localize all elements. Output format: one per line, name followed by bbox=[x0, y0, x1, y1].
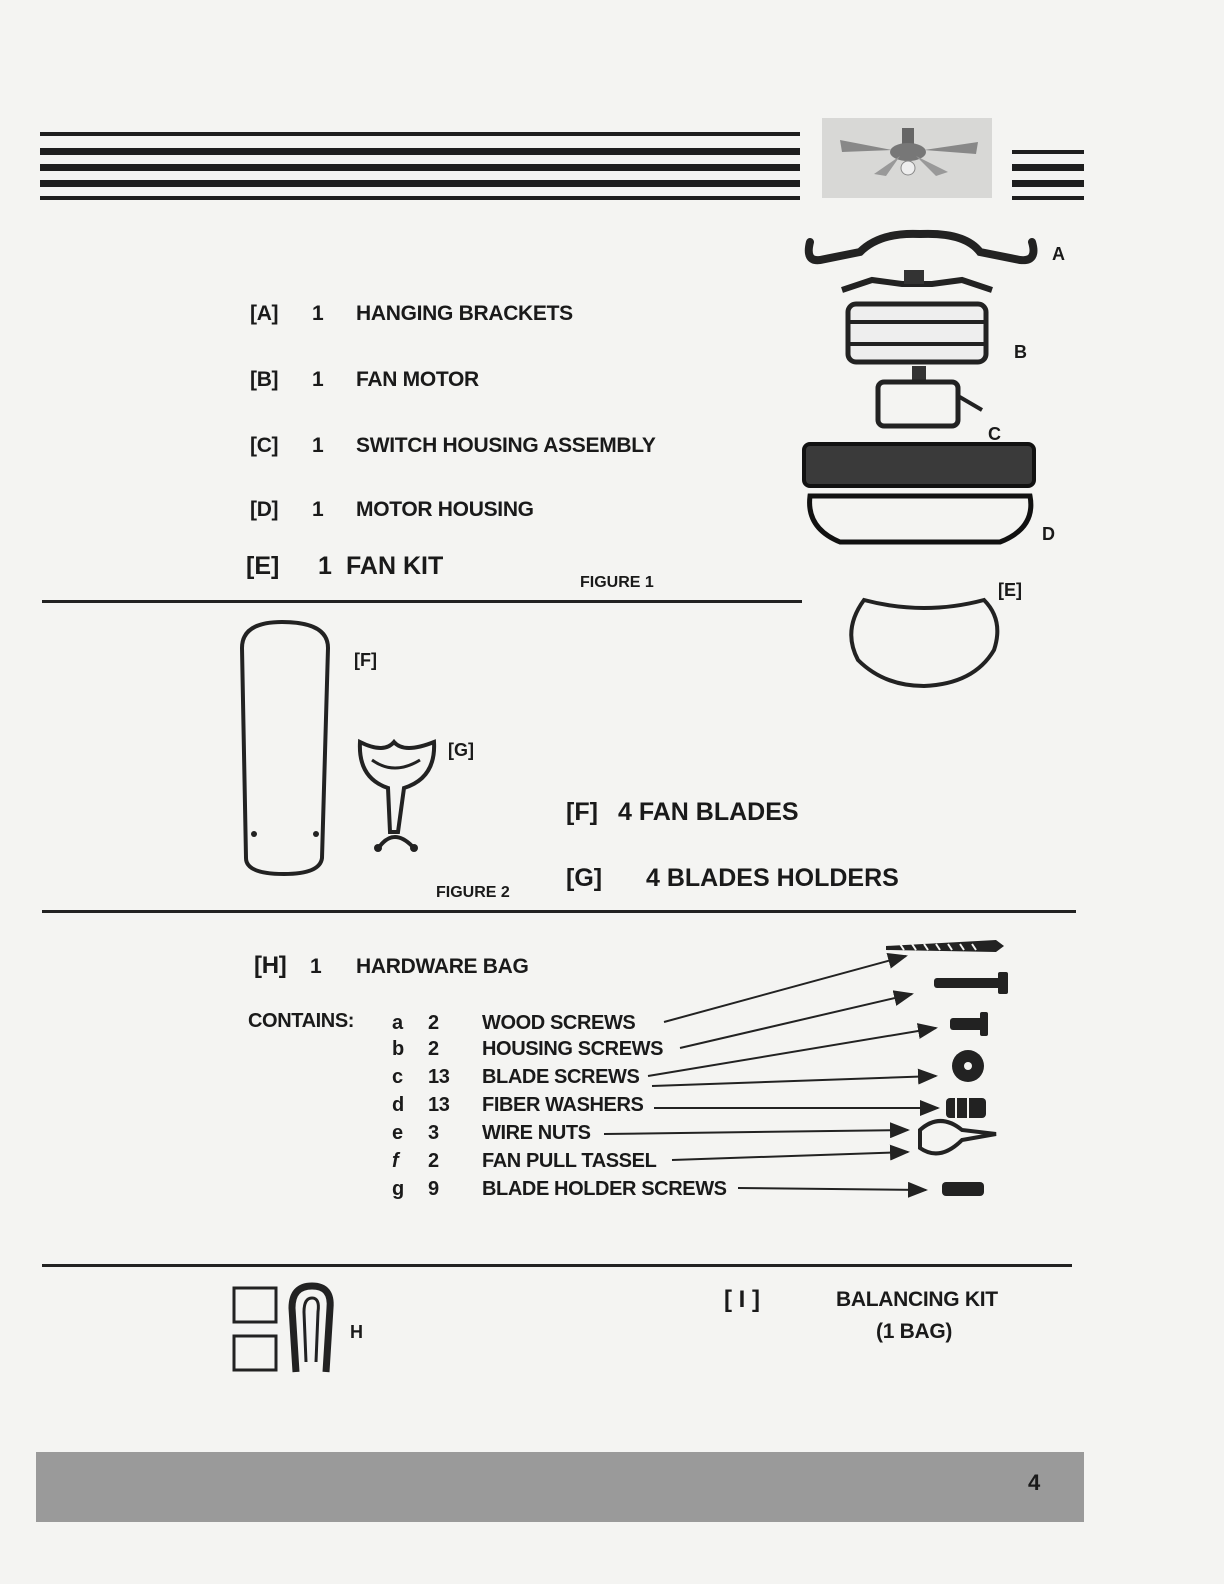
part-qty: 1 bbox=[312, 302, 324, 325]
part-name: 4 FAN BLADES bbox=[618, 798, 799, 826]
item-name: FIBER WASHERS bbox=[482, 1094, 644, 1116]
blade-holder-screw-icon bbox=[942, 1182, 984, 1196]
figure2-caption: FIGURE 2 bbox=[436, 884, 510, 901]
item-qty: 3 bbox=[428, 1122, 439, 1144]
wire-nut-icon bbox=[946, 1098, 986, 1118]
part-code: [E] bbox=[246, 552, 280, 580]
item-name: BLADE SCREWS bbox=[482, 1066, 640, 1088]
part-qty: 1 bbox=[312, 498, 324, 521]
part-qty: 1 bbox=[310, 955, 322, 978]
part-code: [G] bbox=[566, 864, 603, 892]
figure1-letter-a: A bbox=[1052, 244, 1065, 264]
item-letter: d bbox=[392, 1094, 404, 1116]
part-code: [H] bbox=[254, 952, 287, 979]
figure1-caption: FIGURE 1 bbox=[580, 574, 654, 591]
part-name: FAN KIT bbox=[346, 552, 444, 580]
balancing-code: [ I ] bbox=[724, 1286, 760, 1313]
item-letter: a bbox=[392, 1012, 403, 1034]
item-letter: b bbox=[392, 1038, 404, 1060]
figure2-holder-label: [G] bbox=[448, 740, 474, 760]
item-name: FAN PULL TASSEL bbox=[482, 1150, 657, 1172]
item-name: WOOD SCREWS bbox=[482, 1012, 636, 1034]
blade-screw-icon bbox=[950, 1012, 988, 1036]
part-name: SWITCH HOUSING ASSEMBLY bbox=[356, 434, 656, 457]
item-qty: 13 bbox=[428, 1094, 450, 1116]
part-code: [B] bbox=[250, 368, 279, 391]
part-name: 4 BLADES HOLDERS bbox=[646, 864, 899, 892]
part-qty: 1 bbox=[312, 434, 324, 457]
page-number: 4 bbox=[1028, 1470, 1041, 1495]
balancing-clip-icon bbox=[286, 1282, 336, 1378]
item-letter: g bbox=[392, 1178, 404, 1200]
figure1-letter-d: D bbox=[1042, 524, 1055, 544]
item-letter: f bbox=[392, 1150, 399, 1172]
wood-screw-icon bbox=[886, 940, 1004, 952]
part-code: [F] bbox=[566, 798, 598, 826]
item-name: HOUSING SCREWS bbox=[482, 1038, 664, 1060]
item-name: BLADE HOLDER SCREWS bbox=[482, 1178, 727, 1200]
balancing-name: BALANCING KIT bbox=[836, 1288, 998, 1311]
pointer-arrows bbox=[604, 956, 938, 1190]
item-letter: e bbox=[392, 1122, 403, 1144]
figure2-blade-label: [F] bbox=[354, 650, 377, 670]
part-code: [A] bbox=[250, 302, 279, 325]
part-qty: 1 bbox=[312, 368, 324, 391]
part-code: [D] bbox=[250, 498, 279, 521]
housing-screw-icon bbox=[934, 972, 1008, 994]
section-divider bbox=[42, 1264, 1072, 1267]
part-name: HANGING BRACKETS bbox=[356, 302, 573, 325]
fiber-washer-icon bbox=[952, 1050, 984, 1082]
part-name: FAN MOTOR bbox=[356, 368, 479, 391]
item-qty: 2 bbox=[428, 1012, 439, 1034]
part-code: [C] bbox=[250, 434, 279, 457]
item-letter: c bbox=[392, 1066, 403, 1088]
item-name: WIRE NUTS bbox=[482, 1122, 591, 1144]
footer-bar bbox=[36, 1452, 1084, 1522]
figure1-letter-b: B bbox=[1014, 342, 1027, 362]
figure1-letter-c: C bbox=[988, 424, 1001, 444]
item-qty: 13 bbox=[428, 1066, 450, 1088]
balancing-weights-icon bbox=[232, 1286, 282, 1376]
part-name: HARDWARE BAG bbox=[356, 955, 529, 978]
part-qty: 1 bbox=[318, 552, 332, 580]
part-name: MOTOR HOUSING bbox=[356, 498, 534, 521]
item-qty: 2 bbox=[428, 1150, 439, 1172]
contains-label: CONTAINS: bbox=[248, 1010, 355, 1032]
item-qty: 9 bbox=[428, 1178, 439, 1200]
item-qty: 2 bbox=[428, 1038, 439, 1060]
balancing-sub: (1 BAG) bbox=[876, 1320, 953, 1343]
pull-tassel-icon bbox=[920, 1121, 996, 1153]
figure1-letter-e: [E] bbox=[998, 580, 1022, 600]
clip-letter: H bbox=[350, 1322, 363, 1342]
